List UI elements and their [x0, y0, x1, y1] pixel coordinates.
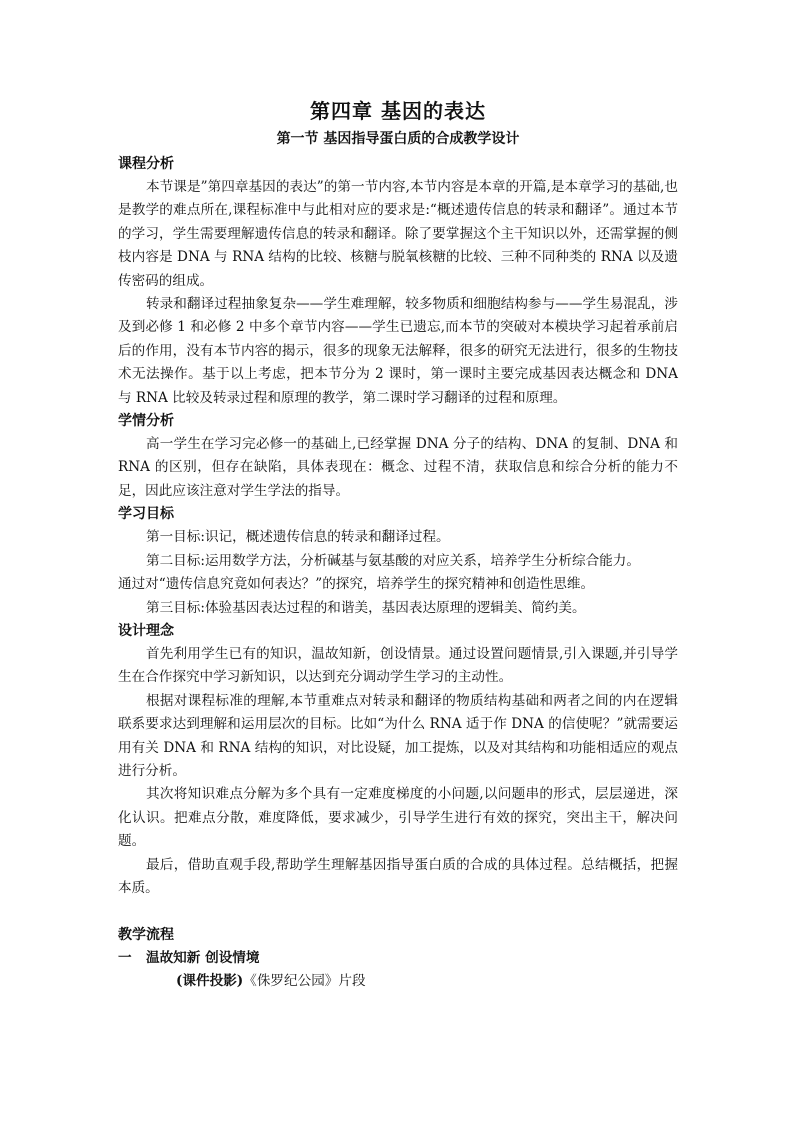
course-analysis-section: [118, 153, 678, 410]
design-paragraph-1: 首先利用学生已有的知识，温故知新，创设情景。通过设置问题情景,引入课题,并引导学生在合作探究中学习新知识，以达到充分调动学生学习的主动性。: [118, 645, 678, 686]
chapter-title: 第四章 基因的表达: [310, 99, 486, 123]
flow-item-1: [118, 947, 678, 970]
objective-1: 第一目标:识记，概述遗传信息的转录和翻译过程。: [146, 529, 450, 546]
objective-2-continued: 通过对“遗传信息究竟如何表达？”的探究，培养学生的探究精神和创造性思维。: [118, 576, 595, 593]
student-analysis-section: [118, 410, 678, 503]
section-gap: [118, 900, 678, 924]
teaching-flow-section: [118, 924, 678, 993]
objective-3: 第三目标:体验基因表达过程的和谐美，基因表达原理的逻辑美、简约美。: [146, 599, 586, 616]
flow-item-1-number: 一: [118, 950, 132, 967]
teaching-flow-heading: 教学流程: [118, 927, 174, 944]
flow-item-1-detail: [118, 970, 678, 993]
objectives-section: [118, 503, 678, 620]
courseware-label: (课件投影): [176, 973, 244, 990]
courseware-content: 《侏罗纪公园》片段: [243, 973, 366, 990]
document-content: [118, 98, 678, 993]
student-analysis-paragraph: 高一学生在学习完必修一的基础上,已经掌握 DNA 分子的结构、DNA 的复制、DNA 和 RNA 的区别，但存在缺陷，具体表现在：概念、过程不清，获取信息和综合分析的能力不足，因此应该注意对学生学法的指导。: [118, 436, 678, 499]
design-paragraph-4: 最后，借助直观手段,帮助学生理解基因指导蛋白质的合成的具体过程。总结概括，把握本质。: [118, 856, 678, 896]
objective-2: 第二目标:运用数学方法，分析碱基与氨基酸的对应关系，培养学生分析综合能力。: [146, 552, 640, 569]
student-analysis-heading: 学情分析: [118, 413, 174, 430]
design-heading: 设计理念: [118, 622, 174, 639]
design-paragraph-3: 其次将知识难点分解为多个具有一定难度梯度的小问题,以问题串的形式，层层递进，深化认识。把难点分散，难度降低，要求减少，引导学生进行有效的探究，突出主干，解决问题。: [118, 786, 678, 850]
design-paragraph-2: 根据对课程标准的理解,本节重难点对转录和翻译的物质结构基础和两者之间的内在逻辑联系要求达到理解和运用层次的目标。比如“为什么 RNA 适于作 DNA 的信使呢？”就需要运用有关 DNA 和 RNA 结构的知识，对比设疑，加工提炼，以及对其结构和功能相适应的观点进行分析。: [118, 692, 678, 779]
course-analysis-heading: 课程分析: [118, 156, 174, 172]
course-analysis-paragraph-2: 转录和翻译过程抽象复杂——学生难理解，较多物质和细胞结构参与——学生易混乱，涉及到必修 1 和必修 2 中多个章节内容——学生已遗忘,而本节的突破对本模块学习起着承前启后的作用，没有本节内容的揭示，很多的现象无法解释，很多的研究无法进行，很多的生物技术无法操作。基于以上考虑，把本节分为 2 课时，第一课时主要完成基因表达概念和 DNA 与 RNA 比较及转录过程和原理的教学，第二课时学习翻译的过程和原理。: [118, 296, 678, 406]
objectives-heading: 学习目标: [118, 506, 174, 523]
flow-item-1-title: 温故知新 创设情境: [146, 950, 260, 967]
design-section: [118, 620, 678, 900]
section-subtitle: 第一节 基因指导蛋白质的合成教学设计: [276, 131, 520, 147]
course-analysis-paragraph-1: 本节课是”第四章基因的表达”的第一节内容,本节内容是本章的开篇,是本章学习的基础,也是教学的难点所在,课程标准中与此相对应的要求是:“概述遗传信息的转录和翻译”。通过本节的学习，学生需要理解遗传信息的转录和翻译。除了要掌握这个主干知识以外，还需掌握的侧枝内容是 DNA 与 RNA 结构的比较、核糖与脱氧核糖的比较、三种不同种类的 RNA 以及遗传密码的组成。: [118, 179, 678, 289]
